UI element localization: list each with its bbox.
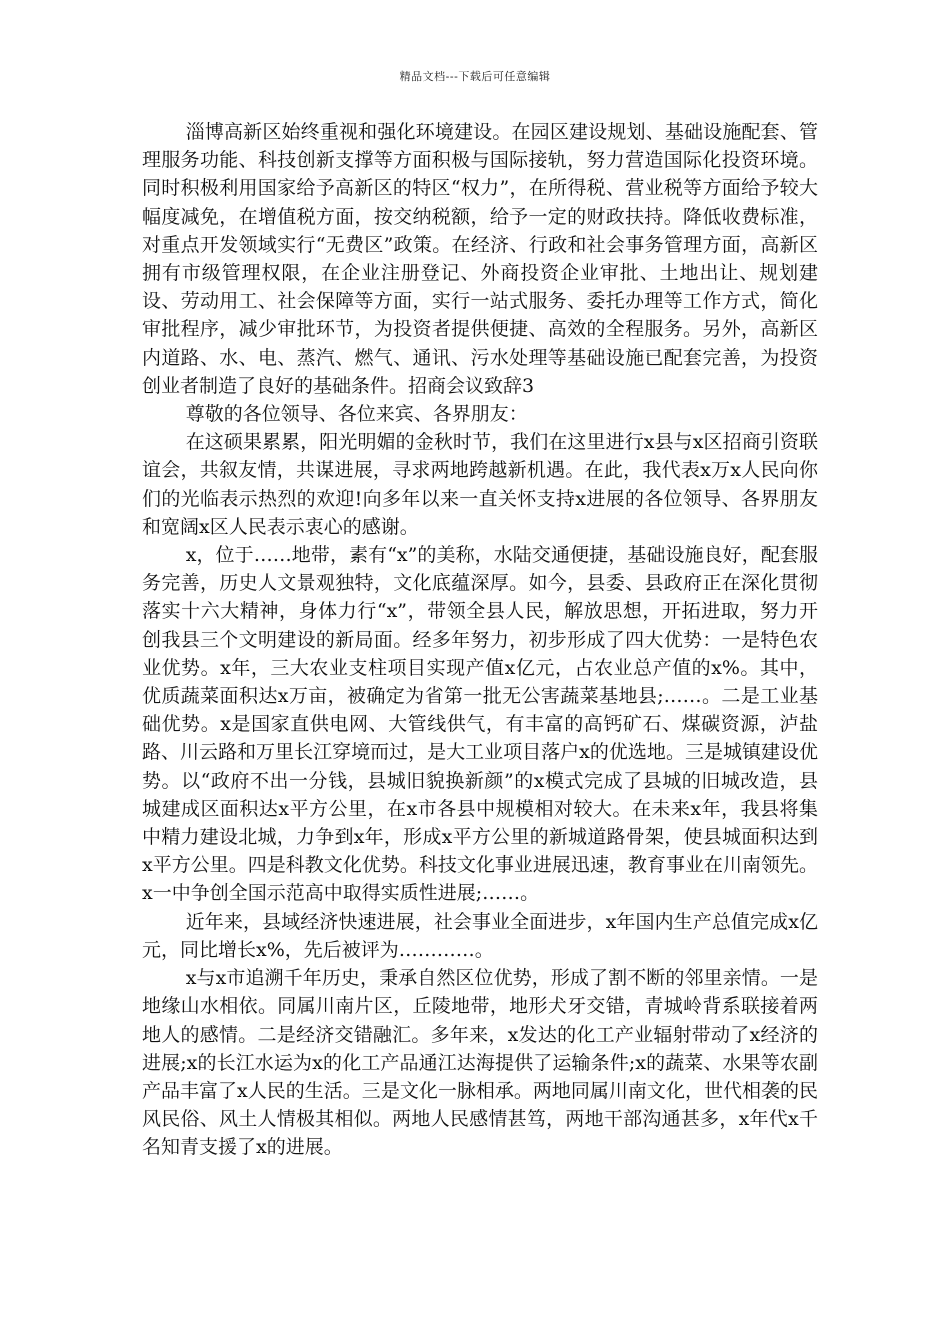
paragraph: x与x市追溯千年历史，秉承自然区位优势，形成了割不断的邻里亲情。一是地缘山水相依。同属川南片区，丘陵地带，地形犬牙交错，青城岭背系联接着两地人的感情。二是经济交错融汇。多年来，x发达的化工产业辐射带动了x经济的进展;x的长江水运为x的化工产品通江达海提供了运输条件;x的蔬菜、水果等农副产品丰富了x人民的生活。三是文化一脉相承。两地同属川南文化，世代相袭的民风民俗、风土人情极其相似。两地人民感情甚笃，两地干部沟通甚多，x年代x千名知青支援了x的进展。 <box>142 967 818 1159</box>
paragraph: 淄博高新区始终重视和强化环境建设。在园区建设规划、基础设施配套、管理服务功能、科技创新支撑等方面积极与国际接轨，努力营造国际化投资环境。同时积极利用国家给予高新区的特区“权力”，在所得税、营业税等方面给予较大幅度减免，在增值税方面，按交纳税额，给予一定的财政扶持。降低收费标准，对重点开发领域实行“无费区”政策。在经济、行政和社会事务管理方面，高新区拥有市级管理权限，在企业注册登记、外商投资企业审批、土地出让、规划建设、劳动用工、社会保障等方面，实行一站式服务、委托办理等工作方式，简化审批程序，减少审批环节，为投资者提供便捷、高效的全程服务。另外，高新区内道路、水、电、蒸汽、燃气、通讯、污水处理等基础设施已配套完善，为投资创业者制造了良好的基础条件。招商会议致辞3 <box>142 121 818 397</box>
paragraph: 在这硕果累累，阳光明媚的金秋时节，我们在这里进行x县与x区招商引资联谊会，共叙友情，共谋进展，寻求两地跨越新机遇。在此，我代表x万x人民向你们的光临表示热烈的欢迎!向多年以来一直关怀支持x进展的各位领导、各界朋友和宽阔x区人民表示衷心的感谢。 <box>142 431 818 538</box>
page-header: 精品文档---下载后可任意编辑 <box>399 70 551 83</box>
salutation: 尊敬的各位领导、各位来宾、各界朋友： <box>185 403 528 426</box>
document-body <box>142 118 818 1162</box>
paragraph: x，位于……地带，素有“x”的美称，水陆交通便捷，基础设施良好，配套服务完善，历史人文景观独特，文化底蕴深厚。如今，县委、县政府正在深化贯彻落实十六大精神，身体力行“x”，带领全县人民，解放思想，开拓进取，努力开创我县三个文明建设的新局面。经多年努力，初步形成了四大优势：一是特色农业优势。x年，三大农业支柱项目实现产值x亿元，占农业总产值的x%。其中，优质蔬菜面积达x万亩，被确定为省第一批无公害蔬菜基地县;……。二是工业基础优势。x是国家直供电网、大管线供气，有丰富的高钙矿石、煤碳资源，泸盐路、川云路和万里长江穿境而过，是大工业项目落户x的优选地。三是城镇建设优势。以“政府不出一分钱，县城旧貌换新颜”的x模式完成了县城的旧城改造，县城建成区面积达x平方公里，在x市各县中规模相对较大。在未来x年，我县将集中精力建设北城，力争到x年，形成x平方公里的新城道路骨架，使县城面积达到x平方公里。四是科教文化优势。科技文化事业进展迅速，教育事业在川南领先。x一中争创全国示范高中取得实质性进展;……。 <box>142 544 818 905</box>
paragraph: 近年来，县域经济快速进展，社会事业全面进步，x年国内生产总值完成x亿元，同比增长x%，先后被评为…………。 <box>142 910 818 961</box>
